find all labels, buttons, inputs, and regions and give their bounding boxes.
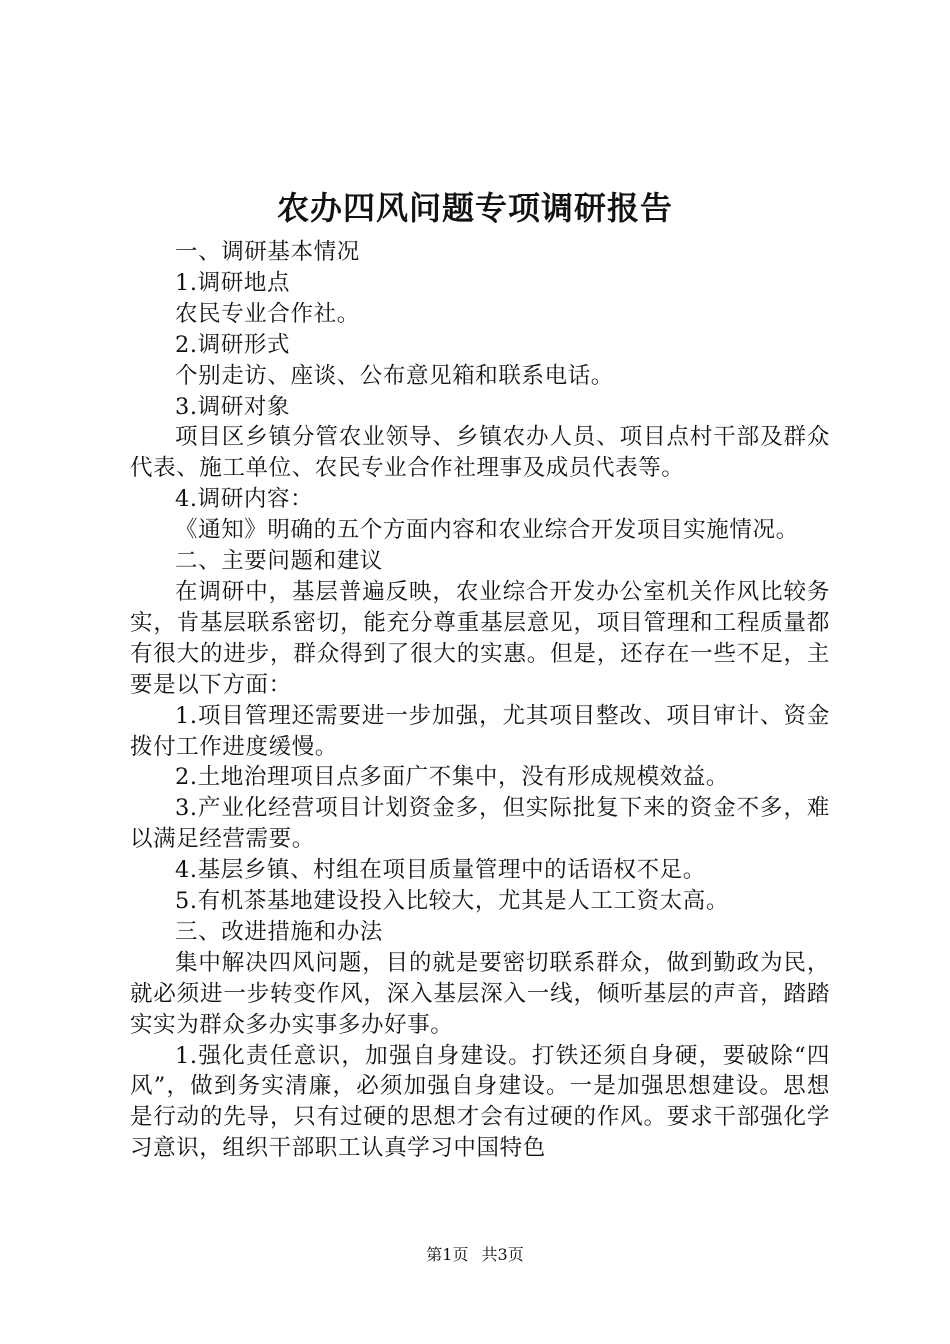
list-item: 3.产业化经营项目计划资金多，但实际批复下来的资金不多，难以满足经营需要。 — [130, 795, 830, 853]
section-heading-3: 三、改进措施和办法 — [175, 918, 383, 945]
list-item: 5.有机茶基地建设投入比较大，尤其是人工工资太高。 — [175, 888, 729, 915]
subheading-content: 4.调研内容： — [175, 486, 314, 513]
list-item: 4.基层乡镇、村组在项目质量管理中的话语权不足。 — [175, 857, 706, 884]
page-total: 共3页 — [481, 1245, 524, 1264]
section-heading-1: 一、调研基本情况 — [175, 239, 360, 265]
paragraph: 个别走访、座谈、公布意见箱和联系电话。 — [175, 362, 614, 389]
paragraph: 农民专业合作社。 — [175, 300, 360, 327]
paragraph: 集中解决四风问题，目的就是要密切联系群众，做到勤政为民，就必须进一步转变作风，深入基层深入一线，倾听基层的声音，踏踏实实为群众多办实事多办好事。 — [130, 949, 830, 1038]
section-heading-2: 二、主要问题和建议 — [175, 548, 383, 575]
paragraph: 《通知》明确的五个方面内容和农业综合开发项目实施情况。 — [175, 517, 799, 544]
document-title: 农办四风问题专项调研报告 — [276, 189, 673, 227]
page-footer — [0, 1244, 950, 1266]
document-body — [130, 237, 830, 1164]
list-item: 1.项目管理还需要进一步加强，尤其项目整改、项目审计、资金拨付工作进度缓慢。 — [130, 702, 830, 760]
subheading-format: 2.调研形式 — [175, 331, 291, 358]
paragraph: 项目区乡镇分管农业领导、乡镇农办人员、项目点村干部及群众代表、施工单位、农民专业合作社理事及成员代表等。 — [130, 424, 830, 482]
subheading-location: 1.调研地点 — [175, 269, 291, 296]
list-item: 2.土地治理项目点多面广不集中，没有形成规模效益。 — [175, 764, 729, 791]
paragraph: 1.强化责任意识，加强自身建设。打铁还须自身硬，要破除“四风”，做到务实清廉，必须加强自身建设。一是加强思想建设。思想是行动的先导，只有过硬的思想才会有过硬的作风。要求干部强化学习意识，组织干部职工认真学习中国特色 — [130, 1042, 830, 1162]
page-number: 第1页 — [426, 1245, 469, 1264]
subheading-subjects: 3.调研对象 — [175, 393, 291, 420]
paragraph: 在调研中，基层普遍反映，农业综合开发办公室机关作风比较务实，肯基层联系密切，能充分尊重基层意见，项目管理和工程质量都有很大的进步，群众得到了很大的实惠。但是，还存在一些不足，主要是以下方面： — [130, 578, 830, 698]
